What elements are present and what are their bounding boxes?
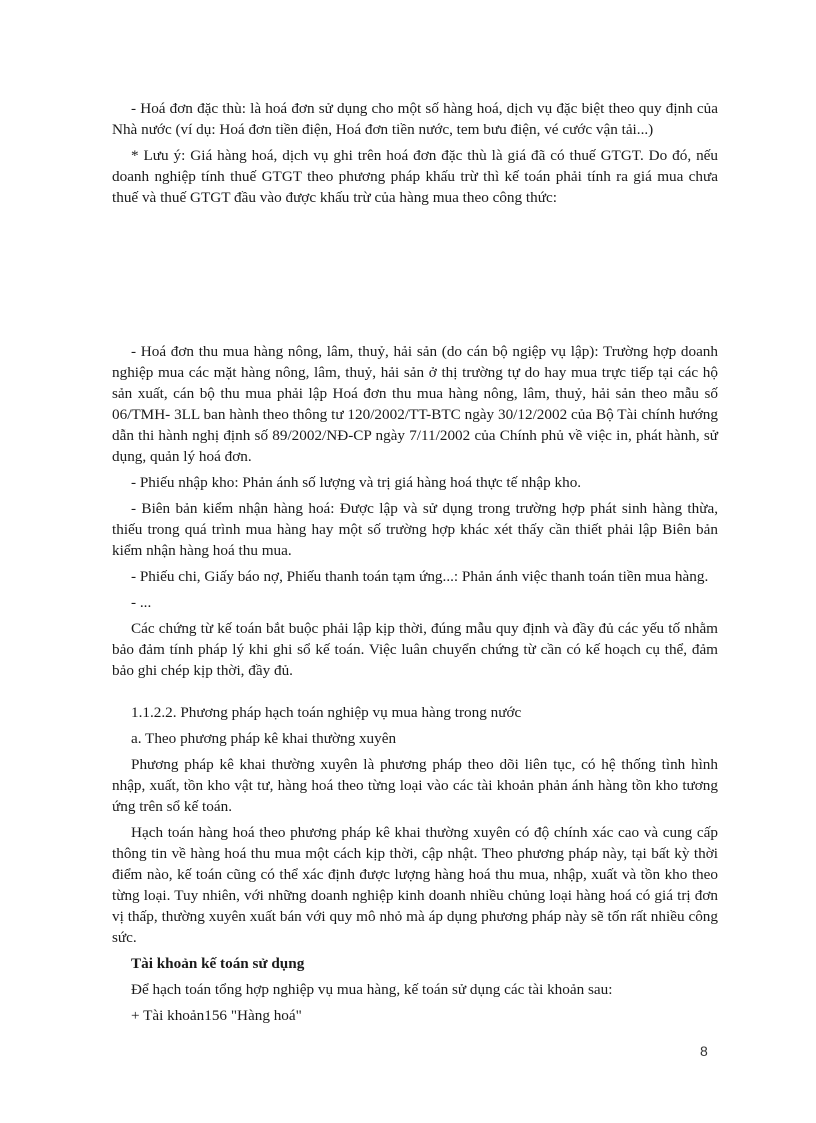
paragraph-purchase-invoice: - Hoá đơn thu mua hàng nông, lâm, thuỷ, hải sản (do cán bộ ngiệp vụ lập): Trường hợp doanh nghiệp mua các mặt hàng nông, lâm, thuỷ, hải sản ở thị trường tự do hay mua trực tiếp tại các hộ sản xuất, cán bộ thu mua phải lập Hoá đơn thu mua hàng nông, lâm, thuỷ, hải sản theo mẫu số 06/TMH- 3LL ban hành theo thông tư 120/2002/TT-BTC ngày 30/12/2002 của Bộ Tài chính hướng dẫn thi hành nghị định số 89/2002/NĐ-CP ngày 7/11/2002 của Chính phủ về việc in, phát hành, sử dụng, quản lý hoá đơn. xyxy=(112,343,718,465)
paragraph-documents-requirement: Các chứng từ kế toán bắt buộc phải lập kịp thời, đúng mẫu quy định và đầy đủ các yếu tố nhằm bảo đảm tính pháp lý khi ghi sổ kế toán. Việc luân chuyển chứng từ cần có kế hoạch cụ thể, đảm bảo ghi chép kịp thời, đầy đủ. xyxy=(112,620,718,679)
paragraph-accounts-intro: Để hạch toán tổng hợp nghiệp vụ mua hàng, kế toán sử dụng các tài khoản sau: xyxy=(131,981,613,998)
paragraph-ellipsis: - ... xyxy=(131,594,152,611)
formula-space xyxy=(112,213,718,341)
section-heading: 1.1.2.2. Phương pháp hạch toán nghiệp vụ mua hàng trong nước xyxy=(131,704,522,721)
paragraph-payment-docs: - Phiếu chi, Giấy báo nợ, Phiếu thanh toán tạm ứng...: Phản ánh việc thanh toán tiền mua hàng. xyxy=(131,568,709,585)
paragraph-method-details: Hạch toán hàng hoá theo phương pháp kê khai thường xuyên có độ chính xác cao và cung cấp thông tin về hàng hoá thu mua một cách kịp thời, cập nhật. Theo phương pháp này, tại bất kỳ thời điểm nào, kế toán cũng có thể xác định được lượng hàng hoá thu mua, nhập, xuất và tồn kho theo từng loại. Tuy nhiên, với những doanh nghiệp kinh doanh nhiều chủng loại hàng hoá có giá trị đơn vị thấp, thường xuyên xuất bán với quy mô nhỏ mà áp dụng phương pháp này sẽ tốn rất nhiều công sức. xyxy=(112,824,718,946)
paragraph-account-156: + Tài khoản156 "Hàng hoá" xyxy=(131,1007,302,1024)
subsection-heading: a. Theo phương pháp kê khai thường xuyên xyxy=(131,730,397,747)
bold-heading: Tài khoản kế toán sử dụng xyxy=(131,955,305,972)
paragraph-method-definition: Phương pháp kê khai thường xuyên là phương pháp theo dõi liên tục, có hệ thống tình hình nhập, xuất, tồn kho vật tư, hàng hoá theo từng loại vào các tài khoản phản ánh hàng tồn kho tương ứng trên sổ kế toán. xyxy=(112,756,718,815)
page-number: 8 xyxy=(700,1043,708,1059)
paragraph-note: * Lưu ý: Giá hàng hoá, dịch vụ ghi trên hoá đơn đặc thù là giá đã có thuế GTGT. Do đó, nếu doanh nghiệp tính thuế GTGT theo phương pháp khấu trừ thì kế toán phải tính ra giá mua chưa thuế và thuế GTGT đầu vào được khấu trừ của hàng mua theo công thức: xyxy=(112,147,718,206)
paragraph-receipt-note: - Phiếu nhập kho: Phản ánh số lượng và trị giá hàng hoá thực tế nhập kho. xyxy=(131,474,582,491)
section-gap xyxy=(112,686,718,702)
paragraph-inspection-record: - Biên bản kiểm nhận hàng hoá: Được lập và sử dụng trong trường hợp phát sinh hàng thừa, thiếu trong quá trình mua hàng hay một số trường hợp khác xét thấy cần thiết phải lập Biên bản kiểm nhận hàng hoá thu mua. xyxy=(112,500,718,559)
paragraph-special-invoice: - Hoá đơn đặc thù: là hoá đơn sử dụng cho một số hàng hoá, dịch vụ đặc biệt theo quy định của Nhà nước (ví dụ: Hoá đơn tiền điện, Hoá đơn tiền nước, tem bưu điện, vé cước vận tải...) xyxy=(112,100,718,138)
document-page xyxy=(112,98,718,1031)
